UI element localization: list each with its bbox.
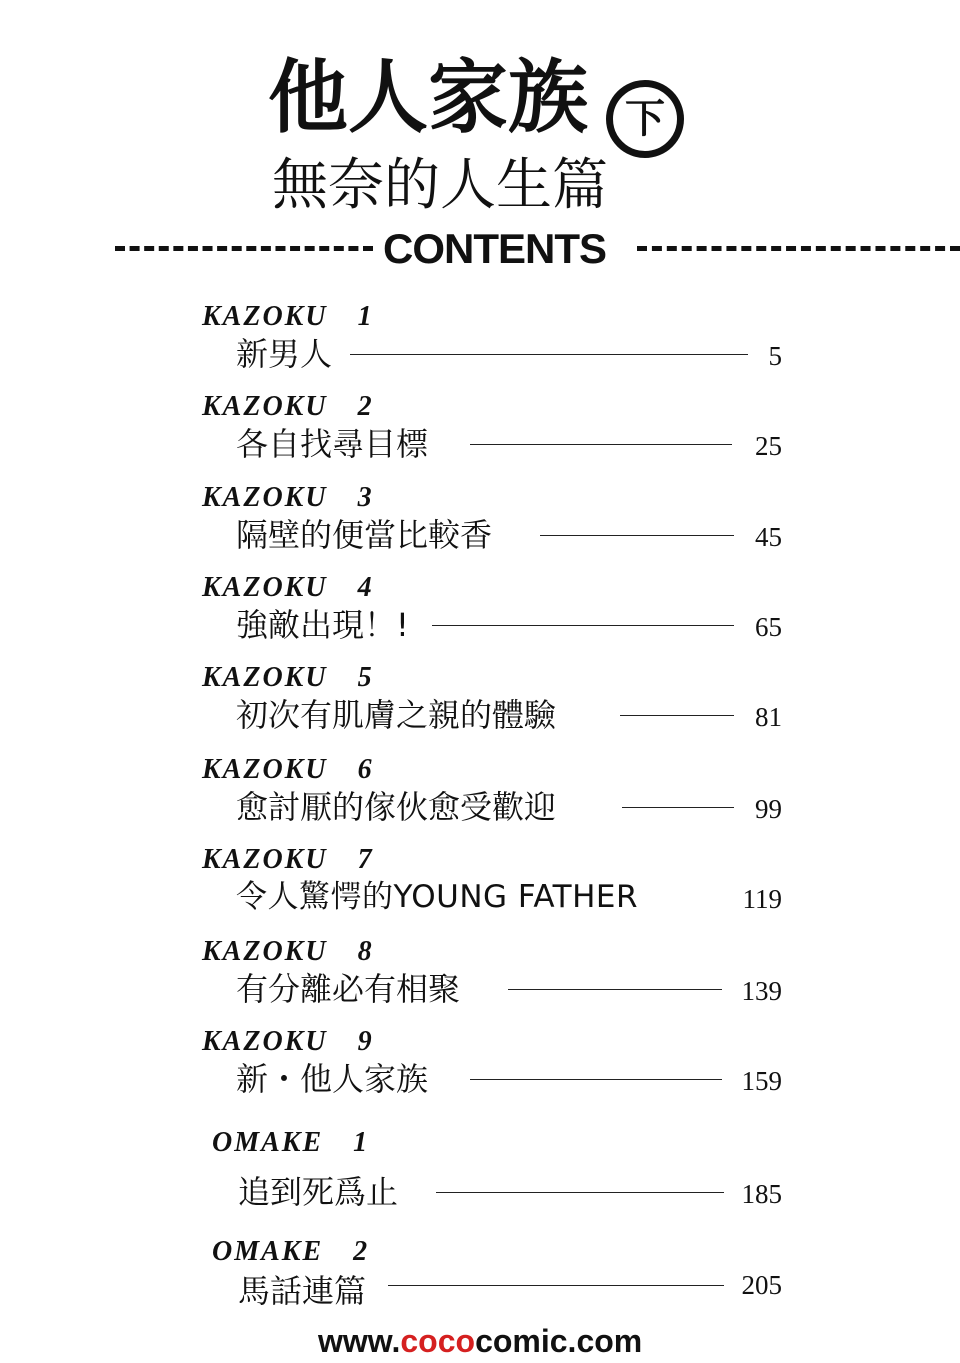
watermark-accent: coco [400, 1323, 476, 1359]
entry-label [202, 392, 374, 422]
leader-line [622, 807, 734, 808]
entry-label [202, 663, 374, 693]
entry-label [202, 937, 374, 967]
entry-page: 119 [742, 884, 782, 914]
volume-badge: 下 [606, 80, 684, 158]
entry-title: 初次有肌膚之親的體驗 [236, 696, 557, 734]
entry-label [212, 1128, 369, 1158]
entry-title: 追到死爲止 [238, 1173, 399, 1211]
watermark-prefix: www. [318, 1323, 401, 1359]
entry-label [202, 755, 374, 785]
toc-entry[interactable] [0, 483, 960, 563]
leader-line [470, 444, 732, 445]
leader-line [436, 1192, 724, 1193]
entry-page: 65 [755, 612, 782, 642]
entry-series: KAZOKU [202, 1026, 328, 1057]
contents-heading: CONTENTS [383, 225, 606, 272]
entry-page: 5 [768, 341, 782, 371]
toc-entry[interactable] [0, 663, 960, 743]
contents-rule-left [115, 246, 373, 251]
entry-page: 81 [755, 702, 782, 732]
entry-number: 1 [353, 1127, 370, 1158]
book-title: 他人家族 [268, 51, 588, 144]
leader-line [350, 354, 748, 355]
entry-page: 99 [755, 794, 782, 824]
leader-line [470, 1079, 722, 1080]
entry-label [202, 302, 374, 332]
toc-entry[interactable] [0, 755, 960, 835]
leader-line [620, 715, 734, 716]
entry-page: 159 [741, 1066, 782, 1096]
book-subtitle: 無奈的人生篇 [272, 153, 608, 218]
entry-series: KAZOKU [202, 391, 328, 422]
entry-title: 令人驚愕的YOUNG FATHER [236, 879, 639, 915]
toc-entry[interactable] [0, 937, 960, 1017]
entry-page: 25 [755, 431, 782, 461]
toc-entry[interactable] [0, 573, 960, 653]
toc-entry[interactable] [0, 302, 960, 382]
entry-number: 1 [357, 301, 374, 332]
entry-number: 8 [357, 936, 374, 967]
toc-entry[interactable] [0, 845, 960, 925]
entry-page: 45 [755, 522, 782, 552]
entry-number: 6 [357, 754, 374, 785]
entry-title: 隔壁的便當比較香 [236, 516, 493, 554]
entry-number: 2 [353, 1236, 370, 1267]
watermark-suffix: comic.com [475, 1323, 643, 1359]
entry-number: 5 [357, 662, 374, 693]
entry-title: 新・他人家族 [236, 1060, 429, 1098]
entry-title: 新男人 [236, 335, 333, 373]
entry-series: KAZOKU [202, 482, 328, 513]
leader-line [432, 625, 734, 626]
entry-number: 9 [357, 1026, 374, 1057]
leader-line [508, 989, 722, 990]
entry-label [202, 483, 374, 513]
entry-series: KAZOKU [202, 754, 328, 785]
entry-series: OMAKE [212, 1127, 324, 1158]
toc-entry[interactable] [0, 392, 960, 472]
entry-series: KAZOKU [202, 936, 328, 967]
contents-rule-right [637, 246, 960, 251]
leader-line [540, 535, 734, 536]
entry-number: 2 [357, 391, 374, 422]
entry-series: KAZOKU [202, 844, 328, 875]
entry-label [202, 845, 374, 875]
toc-entry[interactable] [0, 1237, 960, 1317]
entry-label [202, 1027, 374, 1057]
contents-header [115, 224, 960, 274]
entry-number: 7 [357, 844, 374, 875]
toc-entry[interactable] [0, 1127, 960, 1211]
entry-title: 強敵出現！! [236, 606, 409, 644]
entry-title: 各自找尋目標 [236, 425, 429, 463]
toc-entry[interactable] [0, 1027, 960, 1107]
entry-label [212, 1237, 369, 1267]
entry-series: KAZOKU [202, 301, 328, 332]
entry-page: 185 [741, 1179, 782, 1209]
entry-label [202, 573, 374, 603]
entry-series: KAZOKU [202, 662, 328, 693]
entry-series: KAZOKU [202, 572, 328, 603]
entry-page: 139 [741, 976, 782, 1006]
entry-title: 愈討厭的傢伙愈受歡迎 [236, 788, 557, 826]
entry-title: 馬話連篇 [238, 1272, 367, 1310]
entry-number: 3 [357, 482, 374, 513]
leader-line [388, 1285, 724, 1286]
entry-title: 有分離必有相聚 [236, 970, 461, 1008]
entry-page: 205 [741, 1270, 782, 1300]
entry-number: 4 [357, 572, 374, 603]
site-watermark [318, 1322, 642, 1360]
entry-series: OMAKE [212, 1236, 324, 1267]
